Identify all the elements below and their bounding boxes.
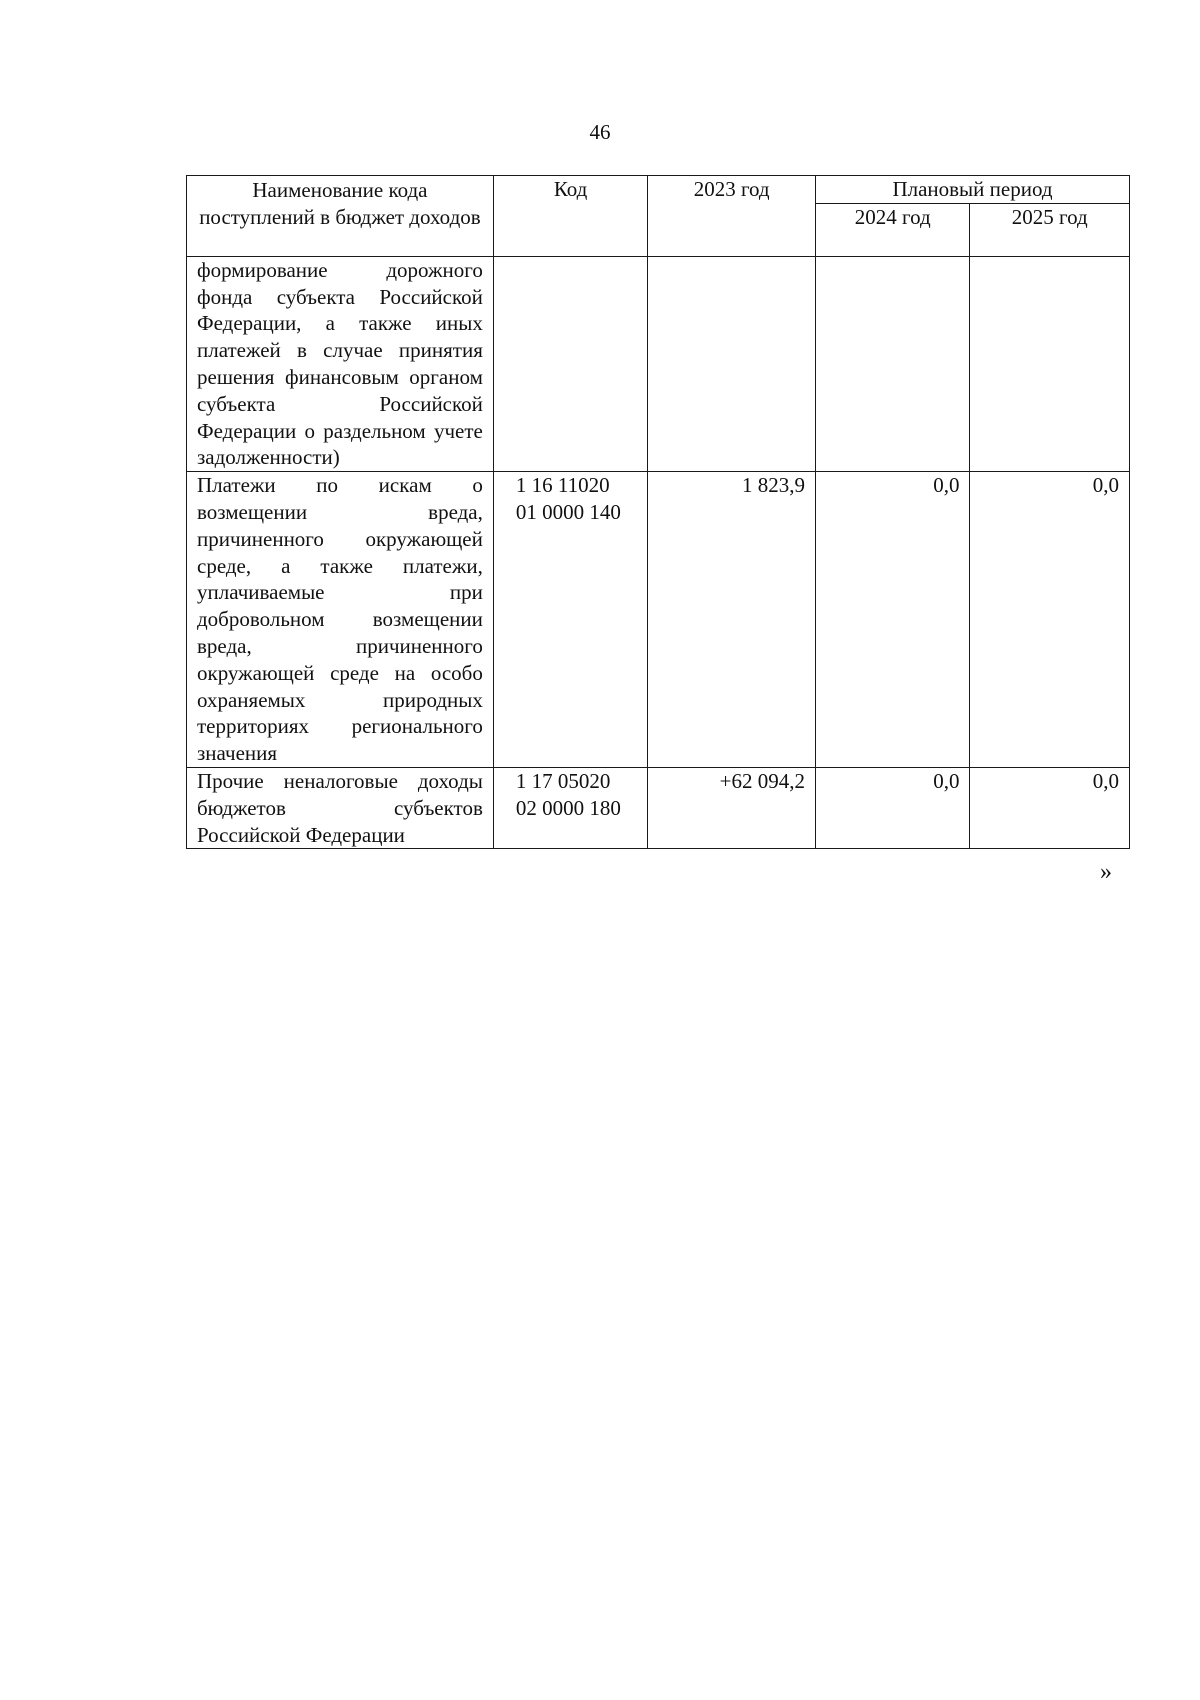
row-name: формирование дорожного фонда субъекта Российской Федерации, а также иных платежей в случае принятия решения финансовым органом субъекта Российской Федерации о раздельном учете задолженности) xyxy=(187,256,494,471)
row-code xyxy=(493,256,647,471)
budget-revenue-table xyxy=(186,175,1130,849)
header-planned-period: Плановый период xyxy=(815,176,1129,204)
header-name: Наименование кода поступлений в бюджет доходов xyxy=(187,176,494,257)
header-code: Код xyxy=(493,176,647,257)
row-value-2025: 0,0 xyxy=(970,472,1130,768)
row-code-line1: 1 17 05020 xyxy=(515,768,611,793)
row-value-2024: 0,0 xyxy=(815,767,969,848)
header-2024: 2024 год xyxy=(815,203,969,256)
row-value-2025 xyxy=(970,256,1130,471)
page-number: 46 xyxy=(589,120,611,144)
row-value-2023: 1 823,9 xyxy=(648,472,816,768)
row-name: Платежи по искам о возмещении вреда, причиненного окружающей среде, а также платежи, уплачиваемые при добровольном возмещении вреда, причиненного окружающей среде на особо охраняемых природных территориях регионального значения xyxy=(187,472,494,768)
table-row xyxy=(187,767,1130,848)
row-code xyxy=(493,767,647,848)
row-value-2023: +62 094,2 xyxy=(648,767,816,848)
row-code-line2: 02 0000 180 xyxy=(515,795,621,820)
row-name: Прочие неналоговые доходы бюджетов субъектов Российской Федерации xyxy=(187,767,494,848)
table-row xyxy=(187,472,1130,768)
row-value-2023 xyxy=(648,256,816,471)
table-row xyxy=(187,256,1130,471)
row-value-2024: 0,0 xyxy=(815,472,969,768)
header-2023: 2023 год xyxy=(648,176,816,257)
table-header-row xyxy=(187,176,1130,204)
row-value-2024 xyxy=(815,256,969,471)
row-value-2025: 0,0 xyxy=(970,767,1130,848)
header-2025: 2025 год xyxy=(970,203,1130,256)
row-code-line1: 1 16 11020 xyxy=(515,473,610,498)
row-code-line2: 01 0000 140 xyxy=(515,499,621,524)
row-code xyxy=(493,472,647,768)
closing-quote-mark: » xyxy=(1100,859,1112,885)
